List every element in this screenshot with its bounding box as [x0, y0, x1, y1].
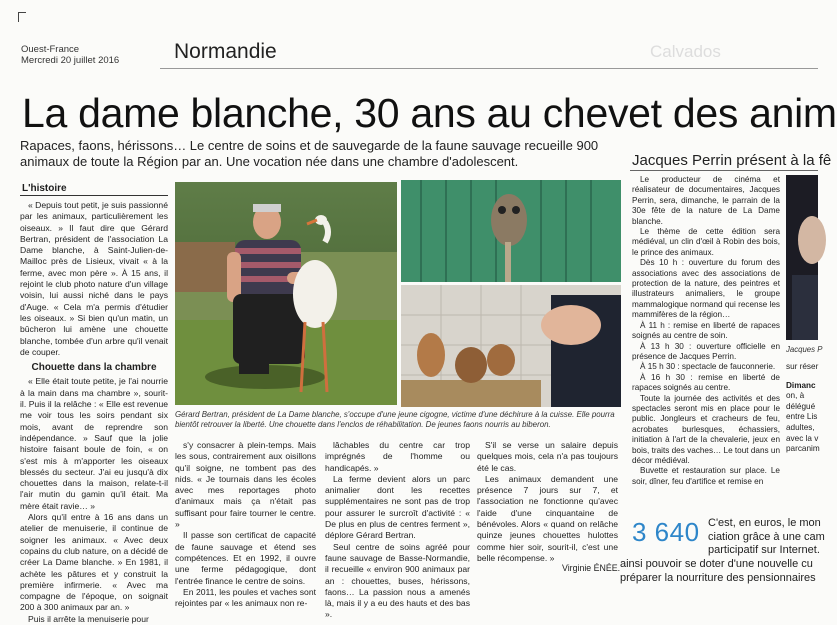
standfirst: Rapaces, faons, hérissons… Le centre de soins et de sauvegarde de la faune sauvage recueille 900 animaux de toute la Région par an. Une vocation née dans une chambre d'adolescent.	[20, 138, 599, 169]
article-column-3	[325, 440, 470, 621]
headline: La dame blanche, 30 ans au chevet des anim	[22, 90, 837, 136]
sidebar-photo-caption: Jacques P	[786, 345, 823, 354]
sidebar-paragraph: À 11 h : remise en liberté de rapaces soignés au centre de soin.	[632, 320, 780, 341]
paragraph: « Elle était toute petite, je l'ai nourrie à la main dans ma chambre », sourit-il. Puis il la relâche : « Elle est revenue me voir tous les soirs pendant six mois, avant de reprendre son indépendance. » Sauf que la jolie histoire faisant boule de foin, « on s'est mis à m'apporter les oiseaux blessés du secteur. J'ai eu jusqu'à dix chouettes dans la maison, relate-t-il l'air mutin du gamin qu'il était. Ma mère était ravie… »	[20, 376, 168, 511]
kicker-rule	[20, 195, 168, 196]
box-line: préparer la nourriture des pensionnaires	[620, 571, 816, 584]
box-line: C'est, en euros, le mon	[708, 517, 821, 529]
edge-line: avec la v	[786, 433, 819, 443]
paragraph: S'il se verse un salaire depuis quelques mois, cela n'a pas toujours été le cas.	[477, 440, 618, 473]
edge-line: délégué	[786, 401, 816, 411]
paragraph: s'y consacrer à plein-temps. Mais les sous, contrairement aux oisillons qu'il soigne, ne tombent pas des nids. « Je tournais dans les écoles avec mes reportages photo d'animaux mais ça n'était pas suffisant pour faire tourner le centre. »	[175, 440, 316, 530]
paragraph: « Depuis tout petit, je suis passionné par les animaux, particulièrement les oiseaux. » Il faut dire que Gérard Bertran, président de l'association La Dame blanche, à Saint-Julien-de-Mailloc près de Lisieux, vivait « à la ferme, avec mon père ». À 15 ans, il rejoint le club photo nature d'un village voisin, lui aussi niché dans le pays d'Auge. « Cela m'a permis d'étudier les oiseaux. » Si bien qu'un matin, un bûcheron lui amène une chouette blanche, tombée d'un arbre qu'il venait de couper.	[20, 200, 168, 357]
edge-line: on, à	[786, 391, 805, 401]
sidebar-paragraph: Le producteur de cinéma et réalisateur de documentaires, Jacques Perrin, sera, dimanche, le parrain de la 30e fête de la nature de La Dame blanche.	[632, 175, 780, 226]
subhead: Chouette dans la chambre	[31, 362, 157, 374]
sidebar-paragraph: Le thème de cette édition sera médiéval, un clin d'œil à Robin des bois, le prince des animaux.	[632, 227, 780, 257]
edge-line: sur réser	[786, 362, 819, 371]
box-line: ainsi pouvoir se doter d'une nouvelle cu	[620, 558, 813, 570]
publication-info	[21, 44, 119, 66]
edge-line: Dimanc	[786, 380, 816, 390]
article-column-4	[477, 440, 618, 564]
sidebar-edge-text	[786, 362, 818, 455]
box-line: participatif sur Internet.	[708, 544, 820, 556]
paragraph: En 2011, les poules et vaches sont rejointes par « les animaux non re-	[175, 586, 316, 609]
paragraph: Puis il arrête la menuiserie pour	[28, 613, 149, 624]
publication-name: Ouest-France	[21, 44, 80, 55]
edge-line: parcanim	[786, 444, 820, 454]
sidebar-rule	[630, 170, 818, 171]
photo-fawns	[401, 285, 621, 407]
photo-caption: Gérard Bertran, président de La Dame blanche, s'occupe d'une jeune cigogne, victime d'une déchirure à la cuisse. Elle pourra bientôt retrouver la liberté. Une chouette dans l'enclos de réhabilitation. De jeunes faons nourris au biberon.	[175, 410, 615, 429]
paragraph: La ferme devient alors un parc animalier dont les recettes supplémentaires ne sont pas de trop pour assurer le surcroît d'activité : « De plus en plus de centres ferment », déplore Gérard Bertran.	[325, 473, 470, 541]
sidebar-paragraph: À 15 h 30 : spectacle de fauconnerie.	[640, 362, 776, 372]
byline: Virginie ÉNÉE.	[562, 563, 621, 573]
sidebar-paragraph: À 13 h 30 : ouverture officielle en présence de Jacques Perrin.	[632, 341, 780, 361]
sidebar-text	[632, 175, 780, 487]
kicker: L'histoire	[22, 183, 67, 194]
photo-owl	[401, 180, 621, 282]
section-title: Normandie	[174, 40, 277, 63]
article-column-2	[175, 440, 316, 609]
publication-date: Mercredi 20 juillet 2016	[21, 55, 120, 66]
box-line: ciation grâce à une cam	[708, 530, 825, 543]
sidebar-paragraph: Dès 10 h : ouverture du forum des associations avec des associations de protection de la nature, des peintres et illustrateurs animaliers, le groupe mammalogique normand qui recense les mammifères de la région…	[632, 258, 780, 320]
paragraph: Alors qu'il entre à 16 ans dans un atelier de menuiserie, il continue de soigner les animaux. « Avec deux copains du club nature, on a décidé de créer La Dame blanche. » En 1981, il achète les pâtures et y construit la première infirmerie. « Avec ma compagne de l'époque, on soignait 200 à 300 animaux par an. »	[20, 512, 168, 613]
photo-jacques-perrin	[786, 175, 818, 340]
paragraph: Les animaux demandent une présence 7 jours sur 7, et l'association ne fonctionne qu'avec l'aide d'une cinquantaine de bénévoles. Alors « quand on relâche quinze jeunes chouettes hulottes comme hier soir, sourit-il, c'est une belle récompense. »	[477, 473, 618, 563]
box-text-top	[708, 517, 825, 544]
sidebar-title: Jacques Perrin présent à la fê	[632, 152, 832, 169]
highlight-figure: 3 640	[632, 517, 700, 547]
paragraph: Seul centre de soins agréé pour faune sauvage de Basse-Normandie, il recueille « environ 900 animaux par an : chouettes, buses, hérissons, faons… La passion nous a amenés là, mais il y a eu des hauts et des bas ».	[325, 541, 470, 620]
edge-line: entre Lis	[786, 412, 818, 422]
crop-mark	[18, 12, 26, 22]
photo-man-with-stork	[175, 182, 397, 405]
sidebar-paragraph: Buvette et restauration sur place. Le soir, dîner, feu d'artifice et remise en	[632, 466, 780, 486]
sidebar-paragraph: Toute la journée des activités et des spectacles seront mis en place pour le public. Jongleurs et cracheurs de feu, acrobates burlesques, échassiers, initiation à l'art de la chevalerie, jeux en bois, traits des vaches… Le tout dans un décor médiéval.	[632, 393, 780, 465]
edge-line: adultes,	[786, 422, 815, 432]
sidebar-paragraph: À 16 h 30 : remise en liberté de rapaces soignés au centre.	[632, 372, 780, 393]
article-column-1	[20, 200, 168, 625]
paragraph: lâchables du centre car trop imprégnés de l'homme ou handicapés. »	[325, 440, 470, 473]
ghost-heading: Calvados	[650, 42, 721, 61]
header-rule	[160, 68, 818, 69]
paragraph: Il passe son certificat de capacité de faune sauvage et étend ses compétences. Et en 1992, il ouvre une ferme pédagogique, dont l'entrée finance le centre de soins.	[175, 530, 316, 586]
box-text-bottom	[620, 558, 818, 585]
